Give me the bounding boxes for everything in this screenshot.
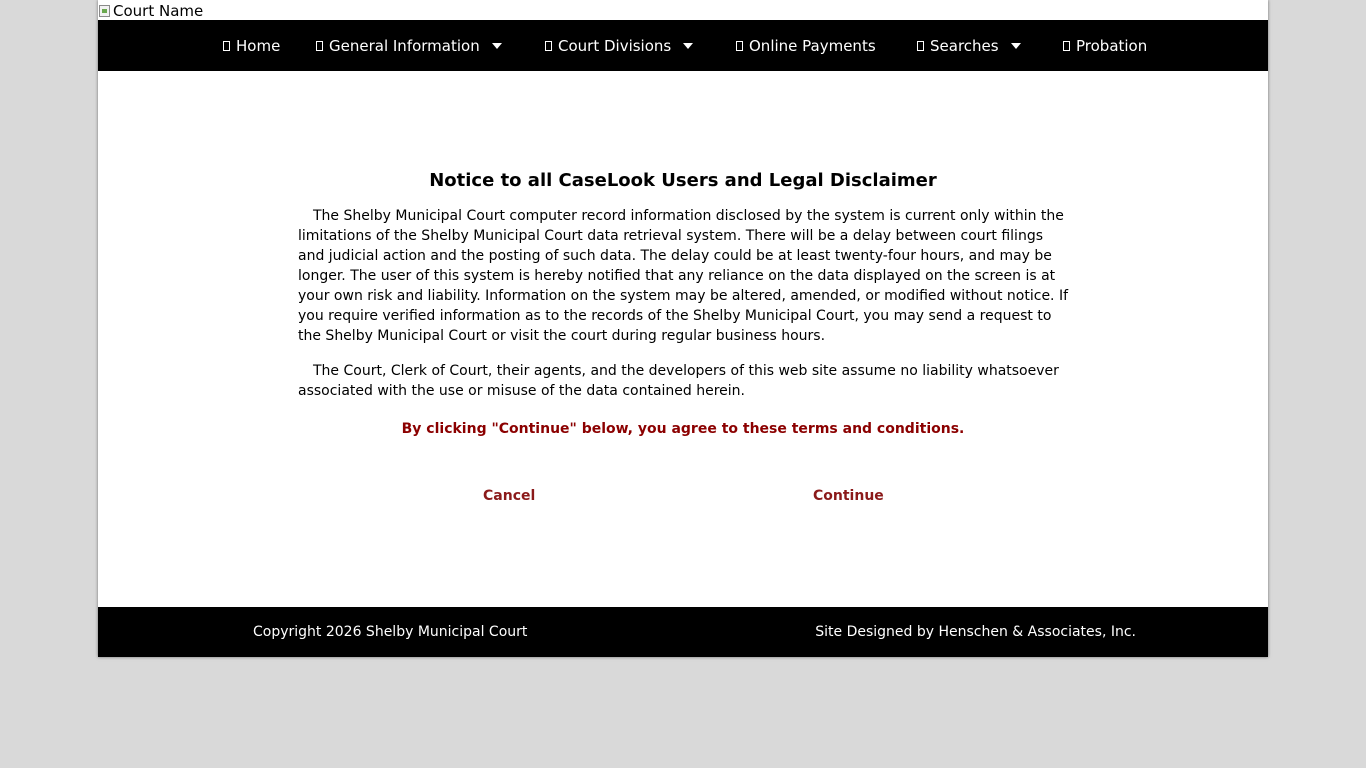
- nav-item-court-divisions[interactable]: [545, 20, 693, 71]
- nav-item-label: Searches: [930, 36, 999, 55]
- disclaimer-paragraph-1: The Shelby Municipal Court computer record information disclosed by the system is current only within the limitations of the Shelby Municipal Court data retrieval system. There will be a delay between court filings and judicial action and the posting of such data. The delay could be at least twenty-four hours, and may be longer. The user of this system is hereby notified that any reliance on the data displayed on the screen is at your own risk and liability. Information on the system may be altered, amended, or modified without notice. If you require verified information as to the records of the Shelby Municipal Court, you may send a request to the Shelby Municipal Court or visit the court during regular business hours.: [298, 208, 1069, 344]
- nav-item-label: Home: [236, 36, 281, 55]
- nav-item-probation[interactable]: [1063, 20, 1147, 71]
- main-navbar: [98, 20, 1268, 71]
- info-icon: [316, 41, 323, 51]
- continue-button[interactable]: Continue: [813, 488, 884, 504]
- home-icon: [223, 41, 230, 51]
- page-title: Notice to all CaseLook Users and Legal Disclaimer: [429, 170, 937, 191]
- chevron-down-icon: [1011, 43, 1021, 49]
- nav-item-searches[interactable]: [917, 20, 1021, 71]
- disclaimer-paragraph-2: The Court, Clerk of Court, their agents, and the developers of this web site assume no liability whatsoever associated with the use or misuse of the data contained herein.: [298, 363, 1059, 399]
- nav-item-label: General Information: [329, 36, 480, 55]
- footer-designer-credit[interactable]: Site Designed by Henschen & Associates, Inc.: [815, 624, 1136, 640]
- building-icon: [545, 41, 552, 51]
- broken-image-icon: [98, 4, 112, 18]
- cancel-button[interactable]: Cancel: [483, 488, 536, 504]
- search-icon: [917, 41, 924, 51]
- credit-card-icon: [736, 41, 743, 51]
- nav-item-label: Probation: [1076, 36, 1148, 55]
- chevron-down-icon: [492, 43, 502, 49]
- footer-copyright: Copyright 2026 Shelby Municipal Court: [253, 624, 528, 640]
- nav-item-online-payments[interactable]: [736, 20, 876, 71]
- nav-item-label: Court Divisions: [558, 36, 672, 55]
- court-logo[interactable]: [98, 1, 203, 20]
- nav-item-label: Online Payments: [749, 36, 876, 55]
- agreement-notice: By clicking "Continue" below, you agree to these terms and conditions.: [401, 421, 965, 437]
- logo-alt-text: Court Name: [113, 1, 204, 20]
- user-icon: [1063, 41, 1070, 51]
- nav-item-general-information[interactable]: [316, 20, 502, 71]
- nav-item-home[interactable]: [223, 20, 280, 71]
- chevron-down-icon: [683, 43, 693, 49]
- page-container: [98, 0, 1268, 657]
- footer: [98, 607, 1268, 657]
